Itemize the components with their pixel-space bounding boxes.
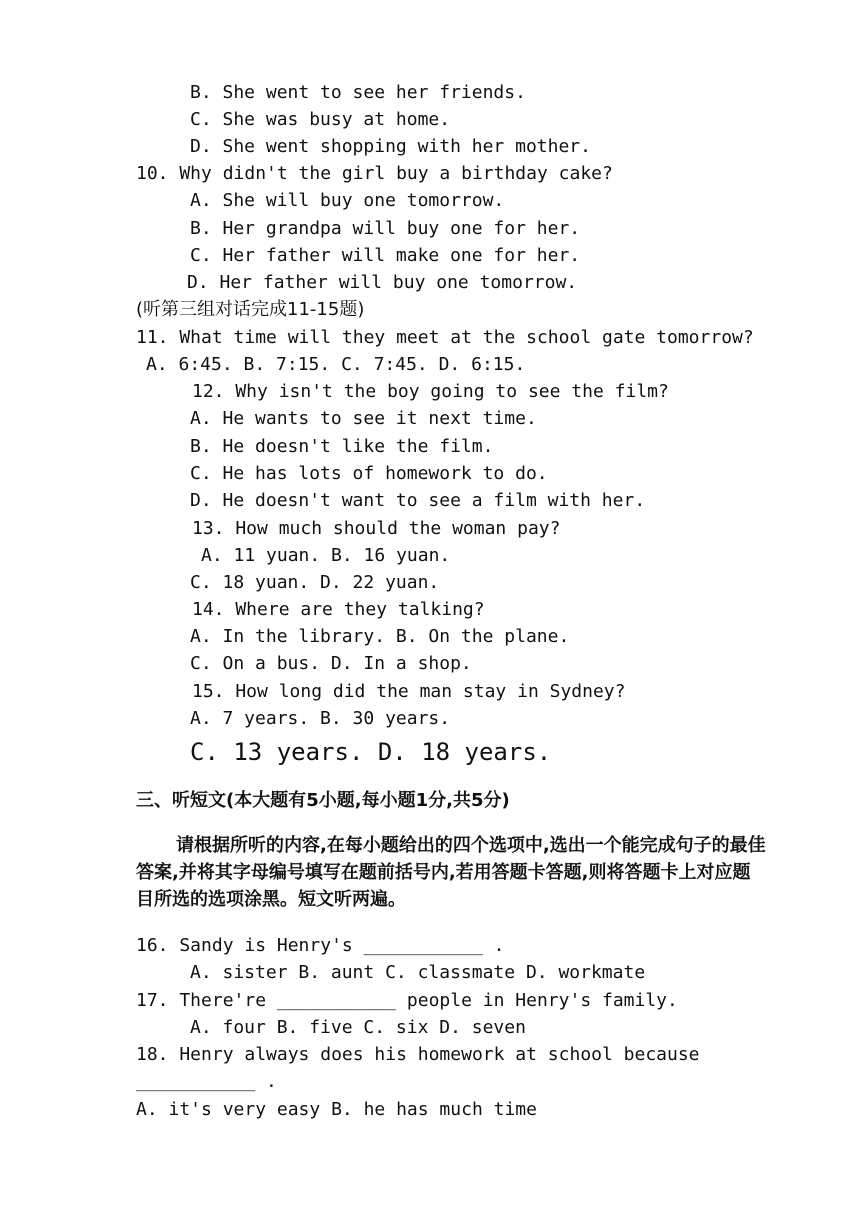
q15-options-cd: C. 13 years. D. 18 years. bbox=[190, 738, 552, 766]
q18-stem-blank: ___________ . bbox=[136, 1071, 277, 1092]
q13-stem: 13. How much should the woman pay? bbox=[192, 518, 561, 539]
q11-options: A. 6:45. B. 7:15. C. 7:45. D. 6:15. bbox=[146, 354, 526, 375]
q15-stem: 15. How long did the man stay in Sydney? bbox=[192, 681, 626, 702]
q10-option-b: B. Her grandpa will buy one for her. bbox=[190, 218, 581, 239]
q16-options: A. sister B. aunt C. classmate D. workmate bbox=[190, 962, 646, 983]
group3-note: (听第三组对话完成11-15题) bbox=[136, 299, 365, 320]
q18-stem: 18. Henry always does his homework at school because bbox=[136, 1044, 700, 1065]
q10-option-c: C. Her father will make one for her. bbox=[190, 245, 581, 266]
q9-option-d: D. She went shopping with her mother. bbox=[190, 136, 591, 157]
q10-option-d: D. Her father will buy one tomorrow. bbox=[187, 272, 578, 293]
q12-option-d: D. He doesn't want to see a film with her. bbox=[190, 490, 646, 511]
q13-options-ab: A. 11 yuan. B. 16 yuan. bbox=[201, 545, 451, 566]
q9-option-b: B. She went to see her friends. bbox=[190, 82, 526, 103]
q12-option-b: B. He doesn't like the film. bbox=[190, 436, 494, 457]
q14-options-ab: A. In the library. B. On the plane. bbox=[190, 626, 570, 647]
q12-option-a: A. He wants to see it next time. bbox=[190, 408, 537, 429]
q12-stem: 12. Why isn't the boy going to see the film? bbox=[192, 381, 669, 402]
section3-heading: 三、听短文(本大题有5小题,每小题1分,共5分) bbox=[136, 790, 510, 811]
q11-stem: 11. What time will they meet at the school gate tomorrow? bbox=[136, 327, 754, 348]
q10-stem: 10. Why didn't the girl buy a birthday cake? bbox=[136, 163, 613, 184]
q16-stem: 16. Sandy is Henry's ___________ . bbox=[136, 935, 505, 956]
q10-option-a: A. She will buy one tomorrow. bbox=[190, 190, 505, 211]
q12-option-c: C. He has lots of homework to do. bbox=[190, 463, 548, 484]
q9-option-c: C. She was busy at home. bbox=[190, 109, 451, 130]
section3-instructions: 请根据所听的内容,在每小题给出的四个选项中,选出一个能完成句子的最佳答案,并将其字母编号填写在题前括号内,若用答题卡答题,则将答题卡上对应题目所选的选项涂黑。短文听两遍。 bbox=[136, 835, 766, 910]
q17-options: A. four B. five C. six D. seven bbox=[190, 1017, 526, 1038]
q18-options: A. it's very easy B. he has much time bbox=[136, 1099, 537, 1120]
q15-options-ab: A. 7 years. B. 30 years. bbox=[190, 708, 451, 729]
q17-stem: 17. There're ___________ people in Henry's family. bbox=[136, 990, 678, 1011]
q14-stem: 14. Where are they talking? bbox=[192, 599, 485, 620]
q13-options-cd: C. 18 yuan. D. 22 yuan. bbox=[190, 572, 440, 593]
q14-options-cd: C. On a bus. D. In a shop. bbox=[190, 653, 472, 674]
